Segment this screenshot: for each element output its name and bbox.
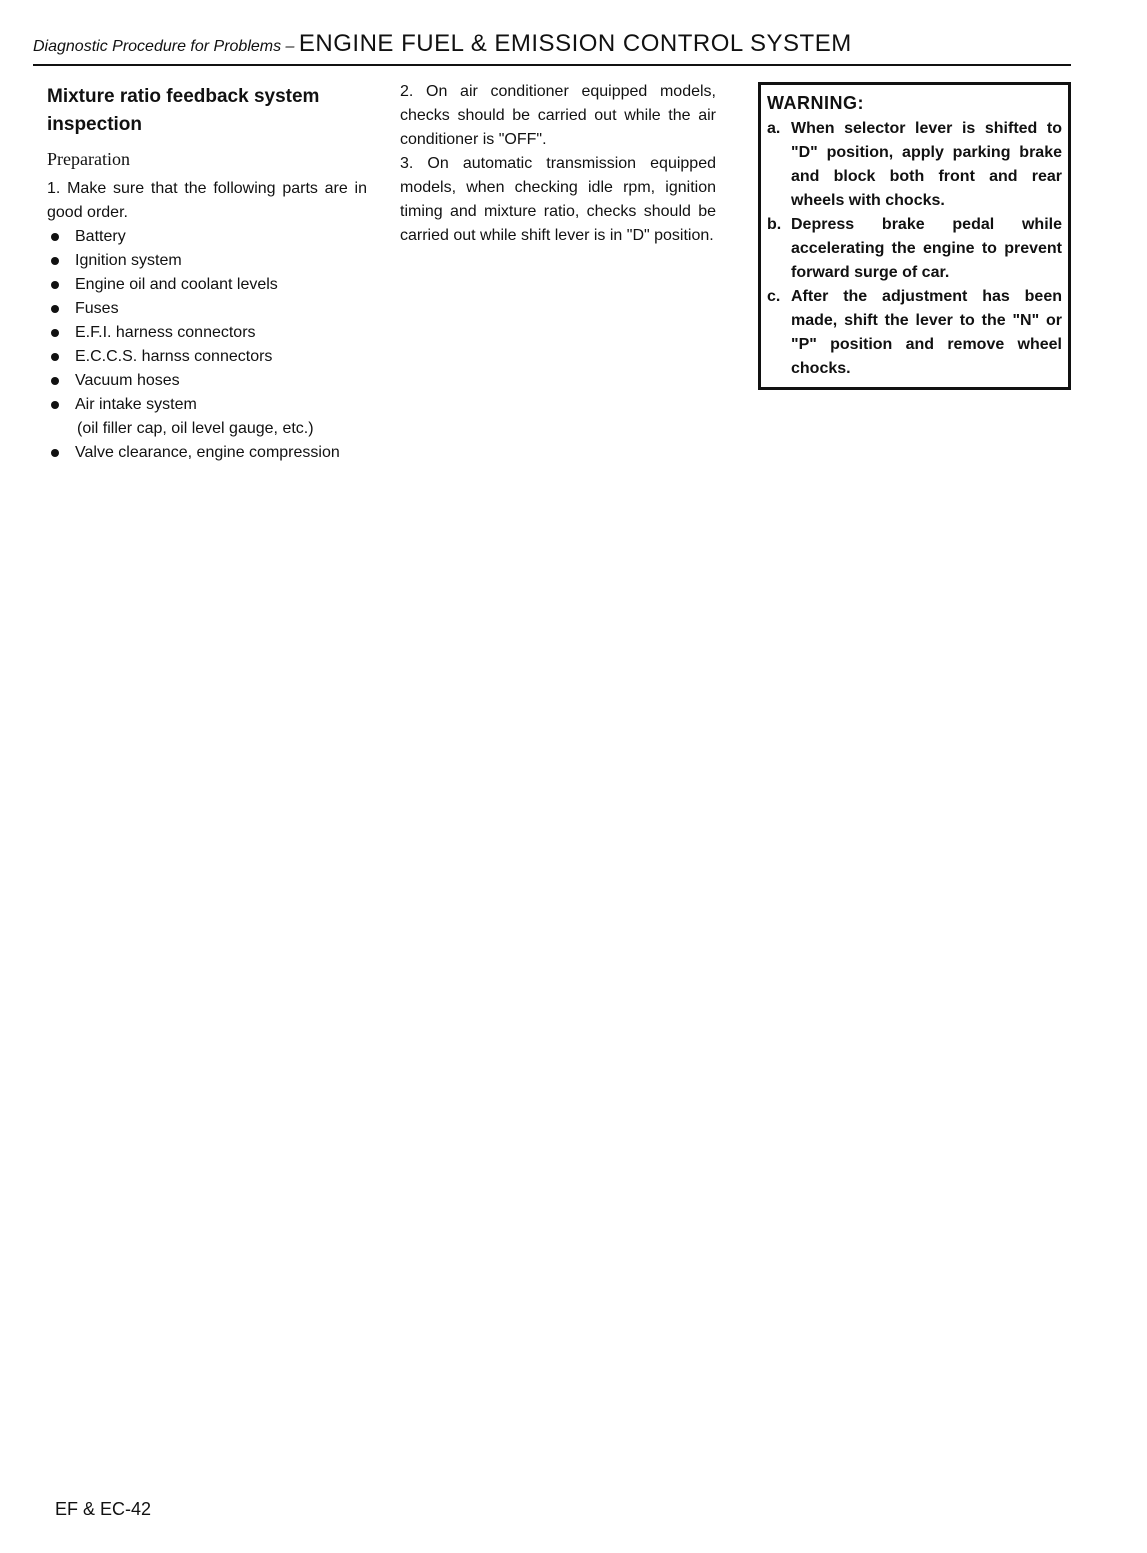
list-item: Fuses <box>47 297 367 321</box>
header-chapter-title: ENGINE FUEL & EMISSION CONTROL SYSTEM <box>298 30 852 57</box>
list-item: Valve clearance, engine compression <box>47 441 367 465</box>
warning-item-text: Depress brake pedal while accelerating the engine to prevent forward surge of car. <box>791 216 1062 281</box>
list-item: Vacuum hoses <box>47 369 367 393</box>
step-2-paragraph: 2. On air conditioner equipped models, checks should be carried out while the air conditioner is "OFF". <box>400 83 716 148</box>
list-item-note: (oil filler cap, oil level gauge, etc.) <box>77 420 314 437</box>
subsection-title: Preparation <box>47 149 130 169</box>
warning-item <box>767 117 1062 213</box>
list-item: Air intake system <box>47 393 367 417</box>
list-item: Engine oil and coolant levels <box>47 273 367 297</box>
section-title: Mixture ratio feedback system inspection <box>47 86 320 135</box>
intro-paragraph: 1. Make sure that the following parts are in good order. <box>47 180 367 221</box>
header-section-label: Diagnostic Procedure for Problems – <box>33 38 295 55</box>
left-column <box>47 83 367 465</box>
step-3-paragraph: 3. On automatic transmission equipped models, when checking idle rpm, ignition timing and mixture ratio, checks should be carried out while shift lever is in "D" position. <box>400 155 716 244</box>
warning-item-letter: b. <box>767 216 782 233</box>
warning-item-text: When selector lever is shifted to "D" position, apply parking brake and block both front and rear wheels with chocks. <box>791 120 1062 209</box>
warning-item <box>767 213 1062 285</box>
list-item: E.F.I. harness connectors <box>47 321 367 345</box>
page-number: EF & EC-42 <box>55 1499 152 1519</box>
middle-column <box>400 80 716 248</box>
parts-checklist <box>47 225 367 417</box>
page-header <box>33 30 1071 66</box>
list-item: Battery <box>47 225 367 249</box>
warning-item-letter: a. <box>767 120 781 137</box>
warning-box <box>758 82 1071 390</box>
warning-item <box>767 285 1062 381</box>
list-item: Ignition system <box>47 249 367 273</box>
parts-checklist-continued <box>47 441 367 465</box>
warning-item-letter: c. <box>767 288 781 305</box>
warning-item-text: After the adjustment has been made, shift the lever to the "N" or "P" position and remove wheel chocks. <box>791 288 1062 377</box>
warning-title: WARNING: <box>767 93 864 113</box>
list-item: E.C.C.S. harnss connectors <box>47 345 367 369</box>
